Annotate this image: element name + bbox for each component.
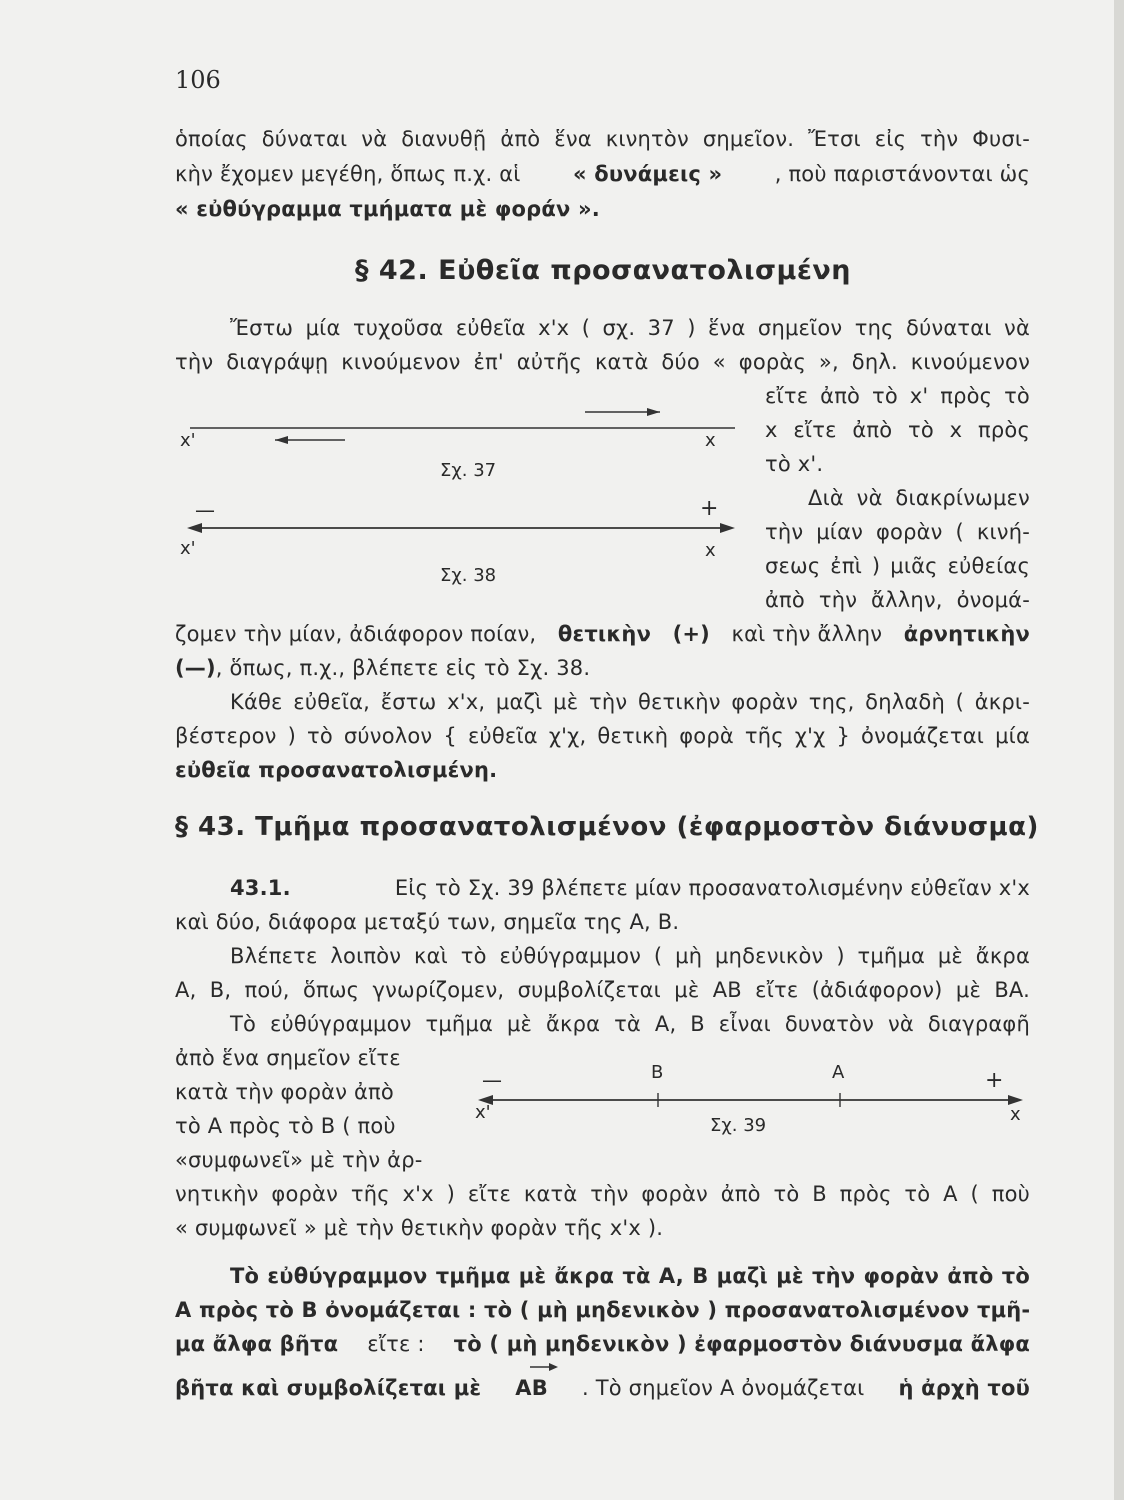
text-line: τὴν μίαν φορὰν ( κινή- xyxy=(765,520,1030,544)
text-line: « συμφωνεῖ » μὲ τὴν θετικὴν φορὰν τῆς x'x ). xyxy=(175,1216,664,1240)
text-line: Κάθε εὐθεῖα, ἔστω x'x, μαζὶ μὲ τὴν θετικὴν φορὰν της, δηλαδὴ ( ἀκρι- xyxy=(230,690,1030,714)
text-line: Διὰ νὰ διακρίνωμεν xyxy=(808,486,1030,510)
text-line xyxy=(175,656,590,680)
fig39-label-x: x xyxy=(1010,1104,1021,1125)
fig37-label-x: x xyxy=(705,430,716,451)
bold-term: μα ἄλφα βῆτα xyxy=(175,1332,339,1356)
bold-term: « δυνάμεις » xyxy=(573,162,723,186)
text-span: Εἰς τὸ Σχ. 39 βλέπετε μίαν προσανατολισμένην εὐθεῖαν x'x xyxy=(394,876,1030,900)
bold-term: ἡ ἀρχὴ τοῦ xyxy=(898,1376,1030,1400)
vector-arrow-icon xyxy=(528,1360,560,1374)
page-number: 106 xyxy=(175,66,221,94)
fig38-caption: Σχ. 38 xyxy=(440,565,497,586)
vector-ab: AB xyxy=(515,1376,548,1400)
fig37-arrowhead-right xyxy=(647,408,660,416)
section-heading: § 42. Εὐθεῖα προσανατολισμένη xyxy=(355,255,852,286)
text-line: βέστερον ) τὸ σύνολον { εὐθεῖα χ'χ, θετικὴ φορὰ τῆς χ'χ } ὀνομάζεται μία xyxy=(175,724,1030,748)
fig37-arrowhead-left xyxy=(275,436,288,444)
bold-term: βῆτα καὶ συμβολίζεται μὲ xyxy=(175,1376,482,1400)
text-span: ζομεν τὴν μίαν, ἀδιάφορον ποίαν, xyxy=(175,622,537,646)
text-span: . Τὸ σημεῖον A ὀνομάζεται xyxy=(581,1376,865,1400)
text-line: τὸ A πρὸς τὸ B ( ποὺ xyxy=(175,1114,396,1138)
text-line xyxy=(175,162,1030,186)
fig38-arrowhead xyxy=(720,523,735,533)
fig39-plus: + xyxy=(985,1068,1004,1093)
fig38-label-xprime: x' xyxy=(180,538,196,559)
text-line: ἀπὸ τὴν ἄλλην, ὀνομά- xyxy=(765,588,1030,612)
text-line: κατὰ τὴν φορὰν ἀπὸ xyxy=(175,1080,394,1104)
bold-line: A πρὸς τὸ B ὀνομάζεται : τὸ ( μὴ μηδενικὸν ) προσανατολισμένον τμῆ- xyxy=(175,1298,1031,1322)
text-line xyxy=(175,1332,1030,1356)
text-line: καὶ δύο, διάφορα μεταξύ των, σημεῖα της A, B. xyxy=(175,910,680,934)
text-line: Τὸ εὐθύγραμμον τμῆμα μὲ ἄκρα τὰ A, B εἶναι δυνατὸν νὰ διαγραφῆ xyxy=(230,1012,1030,1036)
subsection-number: 43.1. xyxy=(230,876,291,900)
fig39-label-a: A xyxy=(832,1062,845,1083)
plus-sign: (+) xyxy=(672,622,710,646)
fig38-arrowhead-left xyxy=(187,523,202,533)
page-edge-shadow xyxy=(1114,0,1124,1500)
fig38-minus: — xyxy=(195,498,215,522)
text-line: A, B, πού, ὅπως γνωρίζομεν, συμβολίζεται μὲ AB εἴτε (ἀδιάφορον) μὲ BA. xyxy=(175,978,1030,1002)
text-span: , ποὺ παριστάνονται ὡς xyxy=(774,162,1030,186)
minus-sign: (—) xyxy=(175,656,216,680)
text-line xyxy=(175,1376,1030,1400)
fig38-label-x: x xyxy=(705,540,716,561)
text-span: κὴν ἔχομεν μεγέθη, ὅπως π.χ. αἱ xyxy=(175,162,521,186)
fig38-plus: + xyxy=(700,496,719,521)
fig39-label-b: B xyxy=(651,1062,664,1083)
text-span: , ὅπως, π.χ., βλέπετε εἰς τὸ Σχ. 38. xyxy=(215,656,591,680)
bold-term: θετικὴν xyxy=(557,622,652,646)
text-line: νητικὴν φορὰν τῆς x'x ) εἴτε κατὰ τὴν φορὰν ἀπὸ τὸ B πρὸς τὸ A ( ποὺ xyxy=(175,1182,1030,1206)
text-line: «συμφωνεῖ» μὲ τὴν ἀρ- xyxy=(175,1148,423,1172)
text-line: x εἴτε ἀπὸ τὸ x πρὸς xyxy=(765,418,1030,442)
fig37-label-xprime: x' xyxy=(180,430,196,451)
fig39-label-xprime: x' xyxy=(475,1102,491,1123)
text-line: ὁποίας δύναται νὰ διανυθῇ ἀπὸ ἕνα κινητὸν σημεῖον. Ἔτσι εἰς τὴν Φυσι- xyxy=(175,127,1030,151)
bold-term: ἀρνητικὴν xyxy=(903,622,1030,646)
bold-line: Τὸ εὐθύγραμμον τμῆμα μὲ ἄκρα τὰ A, B μαζὶ μὲ τὴν φορὰν ἀπὸ τὸ xyxy=(230,1264,1030,1288)
text-span: εἴτε : xyxy=(367,1332,425,1356)
text-line xyxy=(230,876,1030,900)
text-line: Βλέπετε λοιπὸν καὶ τὸ εὐθύγραμμον ( μὴ μηδενικὸν ) τμῆμα μὲ ἄκρα xyxy=(230,944,1030,968)
text-line: τὸ x'. xyxy=(765,452,824,476)
bold-term: « εὐθύγραμμα τμήματα μὲ φοράν ». xyxy=(175,197,600,221)
text-line: ἀπὸ ἕνα σημεῖον εἴτε xyxy=(175,1046,401,1070)
text-span: καὶ τὴν ἄλλην xyxy=(731,622,883,646)
text-line xyxy=(175,622,1030,646)
section-heading: § 43. Τμῆμα προσανατολισμένον (ἐφαρμοστὸν διάνυσμα) xyxy=(175,812,1039,842)
fig37-caption: Σχ. 37 xyxy=(440,460,497,481)
text-line: σεως ἐπὶ ) μιᾶς εὐθείας xyxy=(765,554,1030,578)
bold-term: τὸ ( μὴ μηδενικὸν ) ἐφαρμοστὸν διάνυσμα ἄλφα xyxy=(453,1332,1030,1356)
text-line: εἴτε ἀπὸ τὸ x' πρὸς τὸ xyxy=(765,384,1030,408)
fig39-minus: — xyxy=(482,1068,502,1092)
bold-term: εὐθεῖα προσανατολισμένη. xyxy=(175,758,498,782)
text-line: Ἔστω μία τυχοῦσα εὐθεῖα x'x ( σχ. 37 ) ἕνα σημεῖον της δύναται νὰ xyxy=(230,316,1030,340)
fig39-caption: Σχ. 39 xyxy=(710,1115,767,1136)
text-line: τὴν διαγράψῃ κινούμενον ἐπ' αὐτῆς κατὰ δύο « φορὰς », δηλ. κινούμενον xyxy=(175,350,1030,374)
